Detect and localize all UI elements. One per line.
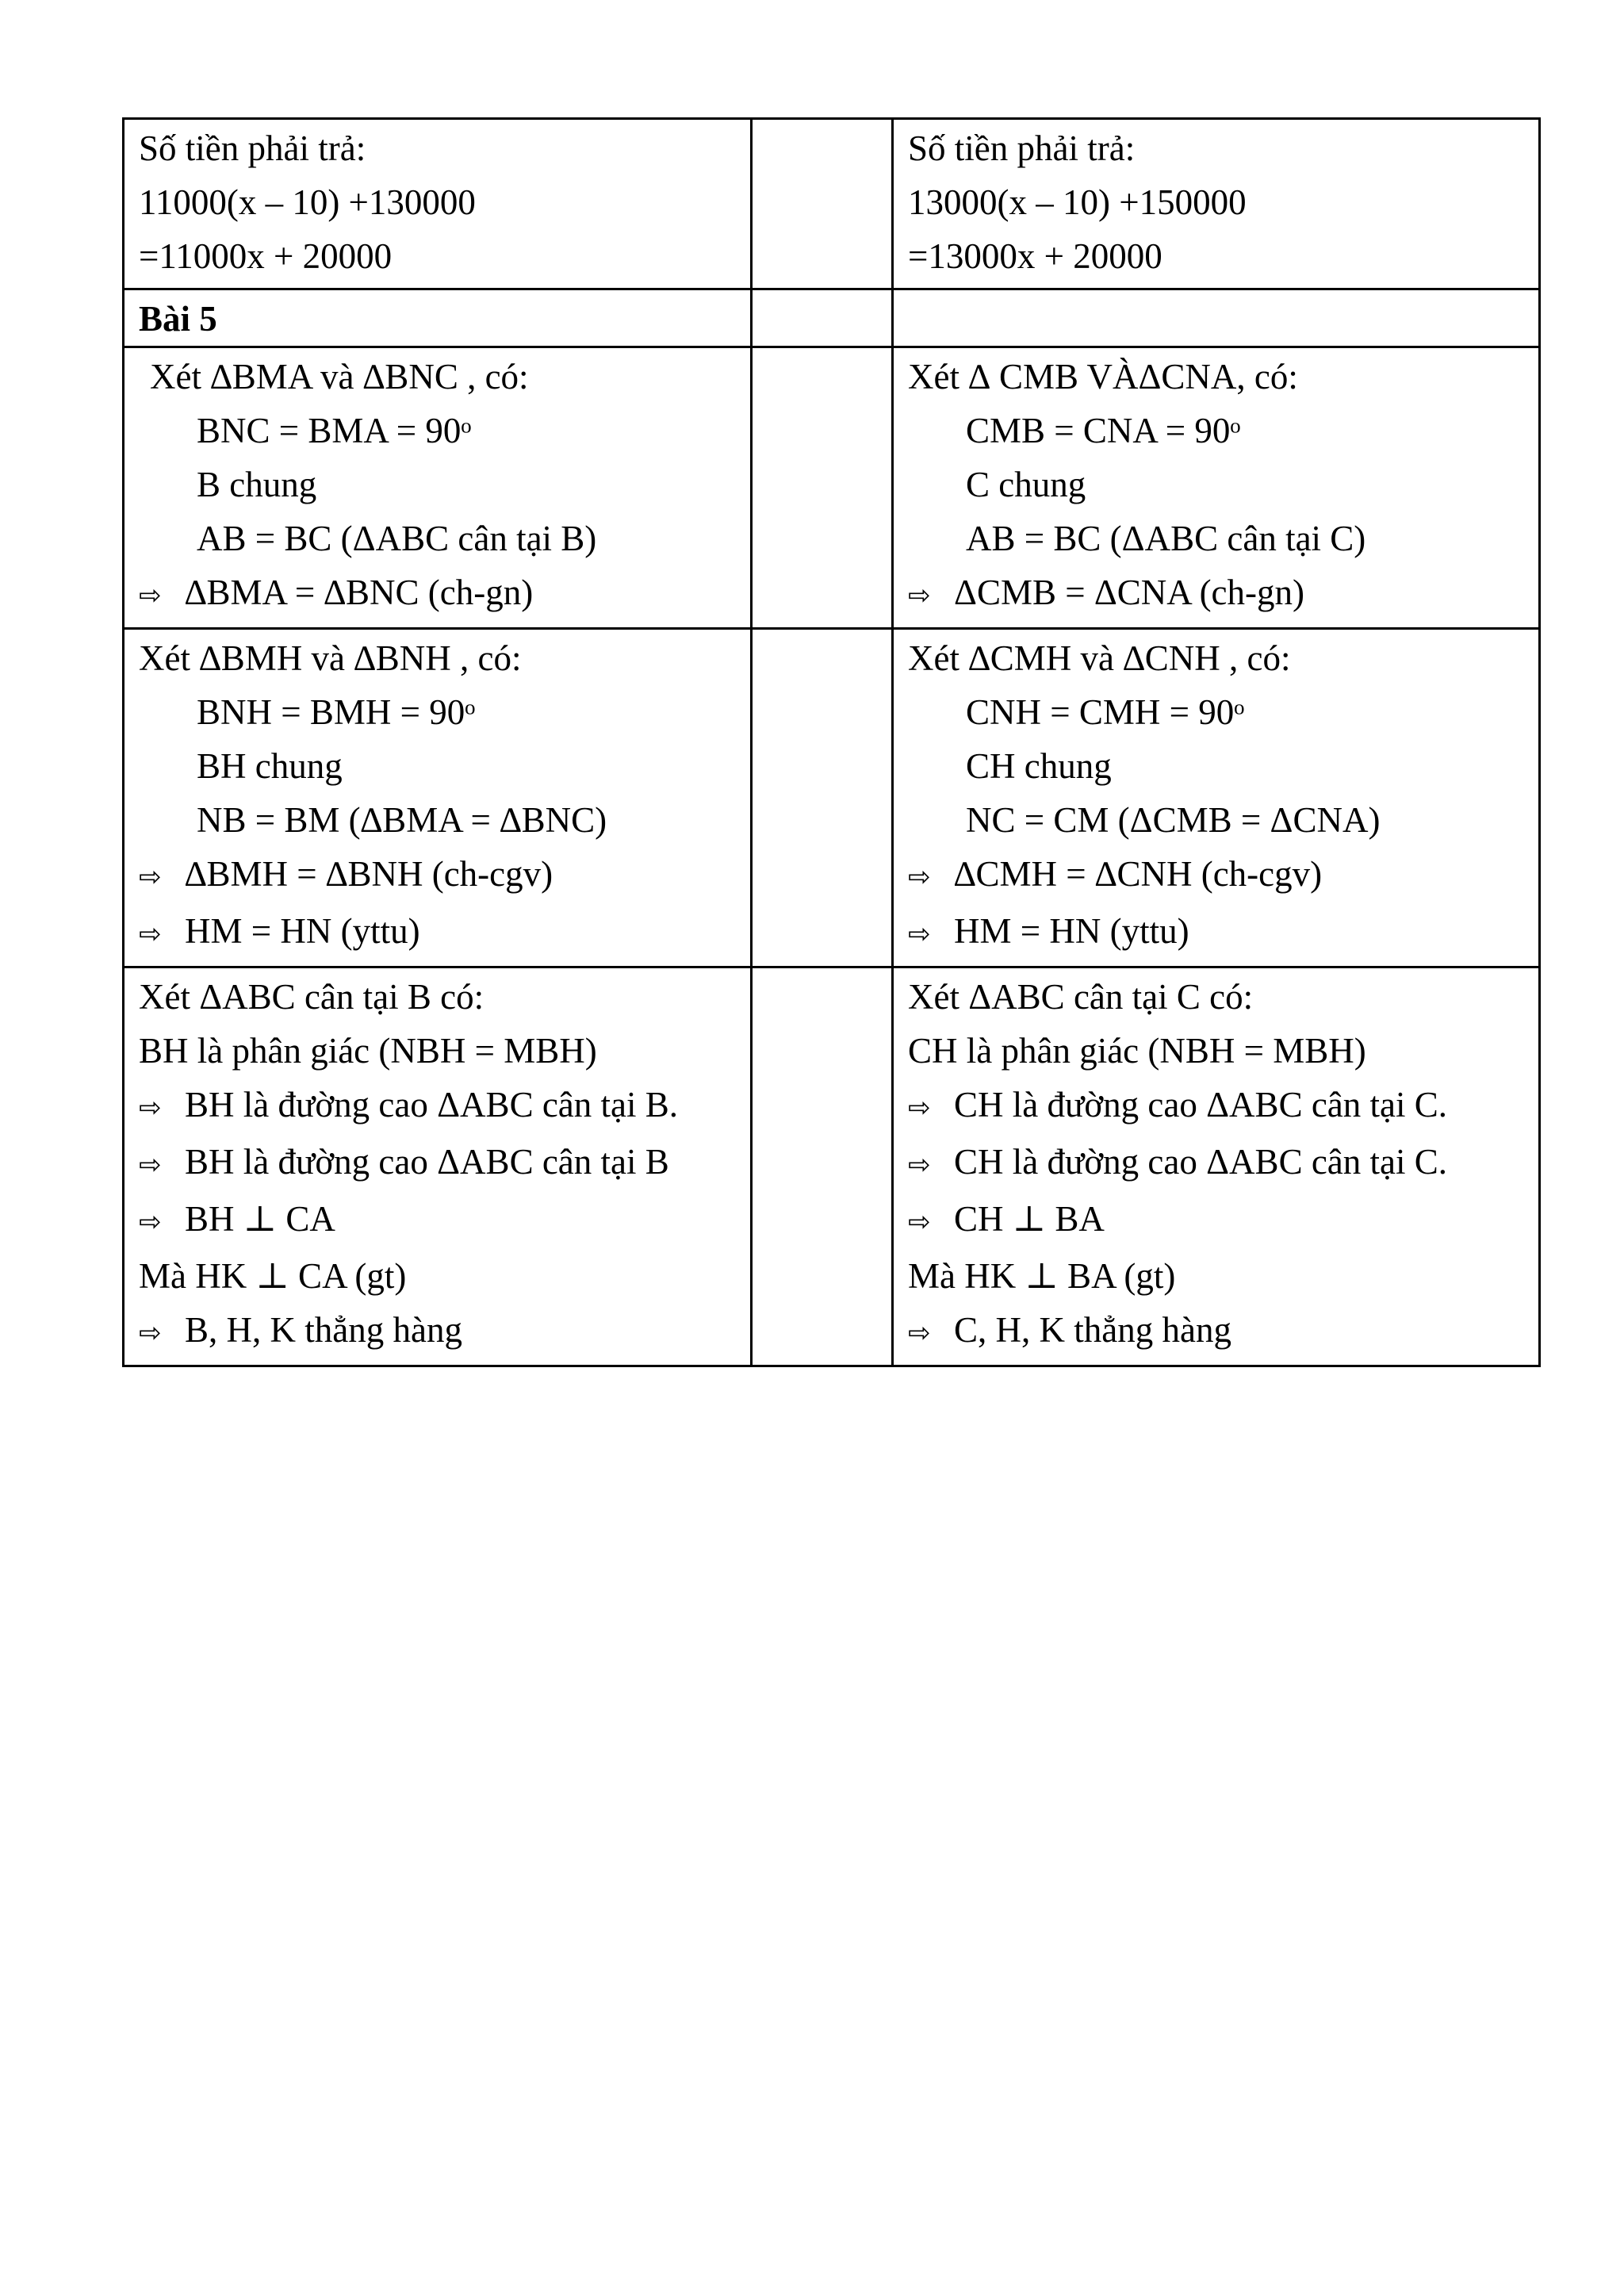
arrow-icon: ⇨ — [139, 580, 162, 611]
solution-table — [122, 117, 1541, 1367]
conclusion-line — [908, 1192, 1538, 1249]
proof1-cell-left — [124, 347, 752, 629]
arrow-icon: ⇨ — [139, 1092, 162, 1124]
arrow-icon: ⇨ — [908, 1149, 931, 1181]
conclusion-line — [139, 904, 750, 961]
table-row — [124, 629, 1540, 967]
text: HM = HN (yttu) — [185, 911, 420, 951]
text-line: Xét ∆ CMB VÀΔCNA, có: — [908, 357, 1298, 397]
section-title: Bài 5 — [139, 299, 217, 339]
text-line: BNH = BMH = 90ᵒ — [197, 692, 476, 732]
text: ∆BMA = ∆BNC (ch-gn) — [185, 573, 534, 612]
empty-cell — [752, 629, 893, 967]
text-line: CH chung — [966, 746, 1112, 786]
proof2-cell-right — [893, 629, 1540, 967]
proof3-cell-left — [124, 967, 752, 1366]
conclusion-line — [908, 1135, 1538, 1192]
arrow-icon: ⇨ — [908, 1092, 931, 1124]
text-line: CH là phân giác (NBH = MBH) — [908, 1031, 1366, 1071]
text: HM = HN (yttu) — [954, 911, 1189, 951]
text-line: 11000(x – 10) +130000 — [139, 182, 476, 222]
text-line: Xét ∆BMH và ∆BNH , có: — [139, 638, 522, 678]
conclusion-line — [139, 565, 750, 623]
table-row — [124, 289, 1540, 347]
text: ∆CMH = ∆CNH (ch-cgv) — [954, 854, 1323, 894]
conclusion-line — [908, 565, 1538, 623]
text-line: AB = BC (ΔABC cân tại B) — [197, 519, 597, 558]
table-row — [124, 347, 1540, 629]
conclusion-line — [139, 847, 750, 904]
conclusion-line — [139, 1078, 750, 1135]
text: BH là đường cao ΔABC cân tại B — [185, 1142, 669, 1182]
text: ∆BMH = ∆BNH (ch-cgv) — [185, 854, 553, 894]
text-line: CNH = CMH = 90ᵒ — [966, 692, 1245, 732]
text-line: 13000(x – 10) +150000 — [908, 182, 1247, 222]
arrow-icon: ⇨ — [139, 1317, 162, 1349]
table-row — [124, 967, 1540, 1366]
text-line: AB = BC (ΔABC cân tại C) — [966, 519, 1366, 558]
conclusion-line — [908, 1078, 1538, 1135]
text-line: Xét ∆CMH và ∆CNH , có: — [908, 638, 1291, 678]
conclusion-line — [139, 1135, 750, 1192]
empty-cell — [752, 119, 893, 289]
text-line: =13000x + 20000 — [908, 236, 1162, 276]
conclusion-line — [908, 1303, 1538, 1360]
arrow-icon: ⇨ — [908, 861, 931, 893]
text-line: Xét ∆BMA và ∆BNC , có: — [150, 357, 529, 397]
proof3-cell-right — [893, 967, 1540, 1366]
text-line: =11000x + 20000 — [139, 236, 393, 276]
proof1-cell-right — [893, 347, 1540, 629]
text: BH là đường cao ΔABC cân tại B. — [185, 1085, 679, 1125]
text: CH là đường cao ΔABC cân tại C. — [954, 1085, 1448, 1125]
payment-cell-right — [893, 119, 1540, 289]
table-row — [124, 119, 1540, 289]
text-line: B chung — [197, 465, 317, 504]
text: CH là đường cao ΔABC cân tại C. — [954, 1142, 1448, 1182]
conclusion-line — [908, 904, 1538, 961]
section-title-cell — [124, 289, 752, 347]
empty-cell — [752, 347, 893, 629]
payment-cell-left — [124, 119, 752, 289]
text: CH ⊥ BA — [954, 1199, 1105, 1239]
text-line: BH là phân giác (NBH = MBH) — [139, 1031, 597, 1071]
text-line: CMB = CNA = 90ᵒ — [966, 411, 1241, 450]
text-line: BH chung — [197, 746, 343, 786]
arrow-icon: ⇨ — [908, 580, 931, 611]
conclusion-line — [139, 1192, 750, 1249]
arrow-icon: ⇨ — [908, 1317, 931, 1349]
text: C, H, K thẳng hàng — [954, 1310, 1231, 1350]
text-line: Số tiền phải trả: — [139, 128, 366, 168]
text-line: NB = BM (∆BMA = ∆BNC) — [197, 800, 607, 840]
arrow-icon: ⇨ — [139, 918, 162, 950]
arrow-icon: ⇨ — [139, 1206, 162, 1238]
text-line: Mà HK ⊥ BA (gt) — [908, 1256, 1176, 1296]
arrow-icon: ⇨ — [908, 1206, 931, 1238]
text-line: NC = CM (ΔCMB = ΔCNA) — [966, 800, 1381, 840]
text-line: Mà HK ⊥ CA (gt) — [139, 1256, 407, 1296]
text: BH ⊥ CA — [185, 1199, 335, 1239]
empty-cell — [893, 289, 1540, 347]
conclusion-line — [139, 1303, 750, 1360]
text-line: Số tiền phải trả: — [908, 128, 1136, 168]
arrow-icon: ⇨ — [139, 861, 162, 893]
text-line: Xét ΔABC cân tại C có: — [908, 977, 1254, 1017]
empty-cell — [752, 967, 893, 1366]
text-line: BNC = BMA = 90ᵒ — [197, 411, 472, 450]
proof2-cell-left — [124, 629, 752, 967]
text-line: C chung — [966, 465, 1086, 504]
arrow-icon: ⇨ — [139, 1149, 162, 1181]
text: B, H, K thẳng hàng — [185, 1310, 462, 1350]
arrow-icon: ⇨ — [908, 918, 931, 950]
empty-cell — [752, 289, 893, 347]
conclusion-line — [908, 847, 1538, 904]
text: ΔCMB = ΔCNA (ch-gn) — [954, 573, 1305, 612]
text-line: Xét ΔABC cân tại B có: — [139, 977, 485, 1017]
